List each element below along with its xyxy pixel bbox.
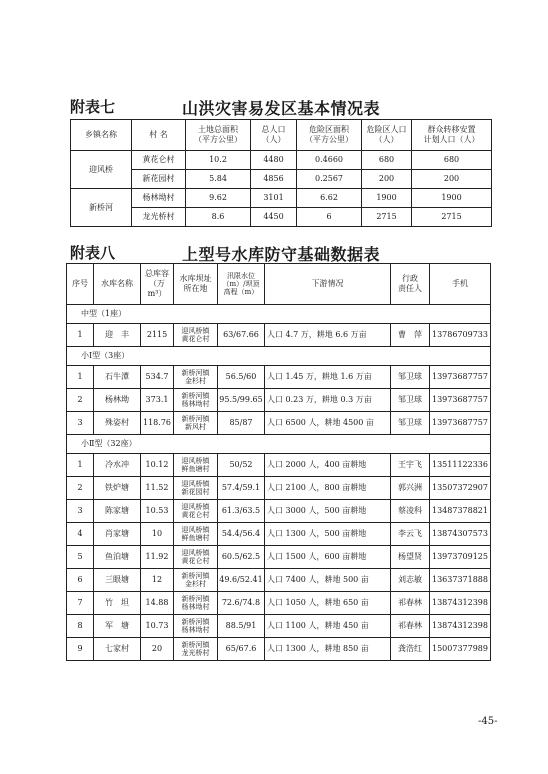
table-cell: 10.73	[141, 615, 174, 638]
table-cell: 8.6	[186, 208, 251, 227]
table-cell: 9	[67, 638, 94, 661]
table-cell: 李云飞	[391, 523, 430, 546]
table-cell: 6.62	[297, 189, 362, 208]
table-cell: 新桥河镇 新风村	[174, 412, 218, 435]
page-number: -45-	[478, 716, 498, 727]
table-cell: 13874312398	[430, 615, 491, 638]
table-cell: 4	[67, 523, 94, 546]
table-cell: 200	[362, 170, 412, 189]
table-row	[67, 523, 491, 546]
column-header: 土地总面积 （平方公里）	[186, 120, 251, 151]
table-cell: 65/67.6	[218, 638, 265, 661]
table-row	[67, 592, 491, 615]
table7-label: 附表七	[70, 98, 116, 116]
table7-heading	[70, 96, 490, 118]
section-row	[67, 347, 491, 366]
column-header: 村 名	[132, 120, 186, 151]
table-cell: 11.92	[141, 546, 174, 569]
table-cell: 新桥河镇 杨林坳村	[174, 615, 218, 638]
table-cell: 13973687757	[430, 366, 491, 389]
table-cell: 迎风桥镇 新花园村	[174, 477, 218, 500]
table-cell: 人口 6500 人，耕地 4500 亩	[265, 412, 391, 435]
table-cell: 1	[67, 324, 94, 347]
table-cell: 新桥河镇 杨林坳村	[174, 592, 218, 615]
table-cell: 祁春林	[391, 615, 430, 638]
table-cell: 人口 4.7 万，耕地 6.6 万亩	[265, 324, 391, 347]
table-cell: 7	[67, 592, 94, 615]
table-row	[71, 170, 492, 189]
table-cell: 王宇飞	[391, 454, 430, 477]
table-cell: 杨林坳	[94, 389, 141, 412]
table-cell: 2115	[141, 324, 174, 347]
table-cell: 13874307573	[430, 523, 491, 546]
table-cell: 迎风桥镇 鲜鱼塘村	[174, 523, 218, 546]
table-cell: 殊姿村	[94, 412, 141, 435]
table-cell: 人口 1300 人，500 亩耕地	[265, 523, 391, 546]
table-cell: 人口 1050 人，耕地 650 亩	[265, 592, 391, 615]
table-cell: 蔡凌科	[391, 500, 430, 523]
town-cell: 迎风桥	[71, 151, 132, 189]
table-cell: 13637371888	[430, 569, 491, 592]
column-header: 乡镇名称	[71, 120, 132, 151]
table-cell: 迎风桥镇 黄花仑村	[174, 500, 218, 523]
column-header: 总人口 （人）	[251, 120, 297, 151]
table-cell: 10.12	[141, 454, 174, 477]
table-cell: 人口 1100 人，耕地 450 亩	[265, 615, 391, 638]
table-cell: 迎风桥镇 鲜鱼塘村	[174, 454, 218, 477]
table-cell: 新花园村	[132, 170, 186, 189]
table-cell: 11.52	[141, 477, 174, 500]
table-cell: 陈家塘	[94, 500, 141, 523]
table-cell: 3	[67, 500, 94, 523]
table-cell: 人口 0.23 万，耕地 0.3 万亩	[265, 389, 391, 412]
table8-title: 上型号水库防守基础数据表	[182, 245, 381, 264]
table-cell: 15007377989	[430, 638, 491, 661]
table-cell: 新桥河镇 杨林坳村	[174, 389, 218, 412]
column-header: 危险区面积 （平方公里）	[297, 120, 362, 151]
table-cell: 杨望贤	[391, 546, 430, 569]
table-cell: 60.5/62.5	[218, 546, 265, 569]
table-cell: 13507372907	[430, 477, 491, 500]
table-cell: 0.4660	[297, 151, 362, 170]
table-cell: 人口 1500 人，600 亩耕地	[265, 546, 391, 569]
table-row	[71, 189, 492, 208]
table-cell: 13487378821	[430, 500, 491, 523]
section-title: 小Ⅱ型（32座）	[67, 435, 491, 454]
table-cell: 石牛潭	[94, 366, 141, 389]
table-cell: 2715	[362, 208, 412, 227]
section-row	[67, 305, 491, 324]
section-title: 中型（1座）	[67, 305, 491, 324]
table-row	[67, 569, 491, 592]
table-cell: 13511122336	[430, 454, 491, 477]
table-cell: 0.2567	[297, 170, 362, 189]
table-cell: 680	[362, 151, 412, 170]
table-cell: 鱼泊塘	[94, 546, 141, 569]
table-cell: 龚浩红	[391, 638, 430, 661]
table-cell: 4450	[251, 208, 297, 227]
table-cell: 10.53	[141, 500, 174, 523]
table-cell: 1	[67, 366, 94, 389]
table-cell: 1900	[362, 189, 412, 208]
table-cell: 88.5/91	[218, 615, 265, 638]
table-cell: 人口 2000 人，400 亩耕地	[265, 454, 391, 477]
table-cell: 邹卫球	[391, 389, 430, 412]
table-cell: 680	[412, 151, 492, 170]
table-cell: 8	[67, 615, 94, 638]
table-row	[67, 366, 491, 389]
table-cell: 迎 丰	[94, 324, 141, 347]
table-cell: 13874312398	[430, 592, 491, 615]
table-cell: 118.76	[141, 412, 174, 435]
table-cell: 三眼塘	[94, 569, 141, 592]
table-cell: 新桥河镇 金杉村	[174, 366, 218, 389]
table-row	[67, 638, 491, 661]
table-cell: 6	[297, 208, 362, 227]
table-cell: 冷水冲	[94, 454, 141, 477]
table-cell: 1	[67, 454, 94, 477]
table-cell: 85/87	[218, 412, 265, 435]
column-header: 危险区人口 （人）	[362, 120, 412, 151]
table-cell: 2715	[412, 208, 492, 227]
table-cell: 1900	[412, 189, 492, 208]
table-cell: 95.5/99.65	[218, 389, 265, 412]
table-cell: 3	[67, 412, 94, 435]
table-cell: 57.4/59.1	[218, 477, 265, 500]
table-row	[67, 324, 491, 347]
column-header: 序号	[67, 264, 94, 305]
table-cell: 祁春林	[391, 592, 430, 615]
table-cell: 刘志敏	[391, 569, 430, 592]
table-row	[67, 477, 491, 500]
table-cell: 13973687757	[430, 389, 491, 412]
table-row	[67, 412, 491, 435]
town-cell: 新桥河	[71, 189, 132, 227]
column-header: 汛限水位 （m）/坝顶 高程（m）	[218, 264, 265, 305]
table-cell: 50/52	[218, 454, 265, 477]
table-cell: 迎风桥镇 黄花仑村	[174, 324, 218, 347]
table8-label: 附表八	[70, 244, 116, 262]
table-cell: 5	[67, 546, 94, 569]
table-cell: 534.7	[141, 366, 174, 389]
section-row	[67, 435, 491, 454]
table-cell: 曹 萍	[391, 324, 430, 347]
reservoir-table	[66, 263, 491, 661]
column-header: 水库名称	[94, 264, 141, 305]
table-cell: 迎风桥镇 黄花仑村	[174, 546, 218, 569]
table-cell: 200	[412, 170, 492, 189]
table-cell: 人口 1300 人，耕地 850 亩	[265, 638, 391, 661]
table-cell: 20	[141, 638, 174, 661]
table-cell: 龙光桥村	[132, 208, 186, 227]
column-header: 行政 责任人	[391, 264, 430, 305]
column-header: 群众转移安置 计划人口（人）	[412, 120, 492, 151]
table-cell: 13973687757	[430, 412, 491, 435]
table-cell: 4480	[251, 151, 297, 170]
table-cell: 邹卫球	[391, 366, 430, 389]
table-row	[67, 546, 491, 569]
table-row	[71, 208, 492, 227]
table-cell: 人口 2100 人，800 亩耕地	[265, 477, 391, 500]
table-cell: 杨林坳村	[132, 189, 186, 208]
table-cell: 竹 坦	[94, 592, 141, 615]
table-cell: 七家村	[94, 638, 141, 661]
table-cell: 5.84	[186, 170, 251, 189]
table-cell: 63/67.66	[218, 324, 265, 347]
table-cell: 10.2	[186, 151, 251, 170]
table7-header-row	[71, 120, 492, 151]
table-cell: 10	[141, 523, 174, 546]
flood-area-table	[70, 119, 492, 227]
table-cell: 军 塘	[94, 615, 141, 638]
table-cell: 14.88	[141, 592, 174, 615]
table-cell: 郭兴洲	[391, 477, 430, 500]
table-cell: 49.6/52.41	[218, 569, 265, 592]
column-header: 总库容 （万m³）	[141, 264, 174, 305]
table-cell: 373.1	[141, 389, 174, 412]
table-row	[67, 615, 491, 638]
table-cell: 人口 7400 人，耕地 500 亩	[265, 569, 391, 592]
column-header: 水库坝址 所在地	[174, 264, 218, 305]
table-cell: 人口 3000 人，500 亩耕地	[265, 500, 391, 523]
table8-heading	[70, 242, 490, 264]
table-cell: 13973709125	[430, 546, 491, 569]
table-cell: 2	[67, 389, 94, 412]
table-cell: 54.4/56.4	[218, 523, 265, 546]
table-cell: 新桥河镇 龙光桥村	[174, 638, 218, 661]
table-row	[67, 454, 491, 477]
table-cell: 黄花仑村	[132, 151, 186, 170]
table-cell: 3101	[251, 189, 297, 208]
column-header: 手机	[430, 264, 491, 305]
table-cell: 9.62	[186, 189, 251, 208]
table-cell: 12	[141, 569, 174, 592]
table-cell: 4856	[251, 170, 297, 189]
table-cell: 6	[67, 569, 94, 592]
table-cell: 61.3/63.5	[218, 500, 265, 523]
table-cell: 56.5/60	[218, 366, 265, 389]
table-row	[71, 151, 492, 170]
table-cell: 13786709733	[430, 324, 491, 347]
table-cell: 邹卫球	[391, 412, 430, 435]
table-cell: 2	[67, 477, 94, 500]
table-cell: 新桥河镇 金杉村	[174, 569, 218, 592]
column-header: 下游情况	[265, 264, 391, 305]
table7-title: 山洪灾害易发区基本情况表	[182, 99, 381, 118]
section-title: 小Ⅰ型（3座）	[67, 347, 491, 366]
table-cell: 肖家塘	[94, 523, 141, 546]
table-cell: 铁炉塘	[94, 477, 141, 500]
table8-header-row	[67, 264, 491, 305]
table-cell: 72.6/74.8	[218, 592, 265, 615]
table-cell: 人口 1.45 万，耕地 1.6 万亩	[265, 366, 391, 389]
table-row	[67, 389, 491, 412]
table-row	[67, 500, 491, 523]
